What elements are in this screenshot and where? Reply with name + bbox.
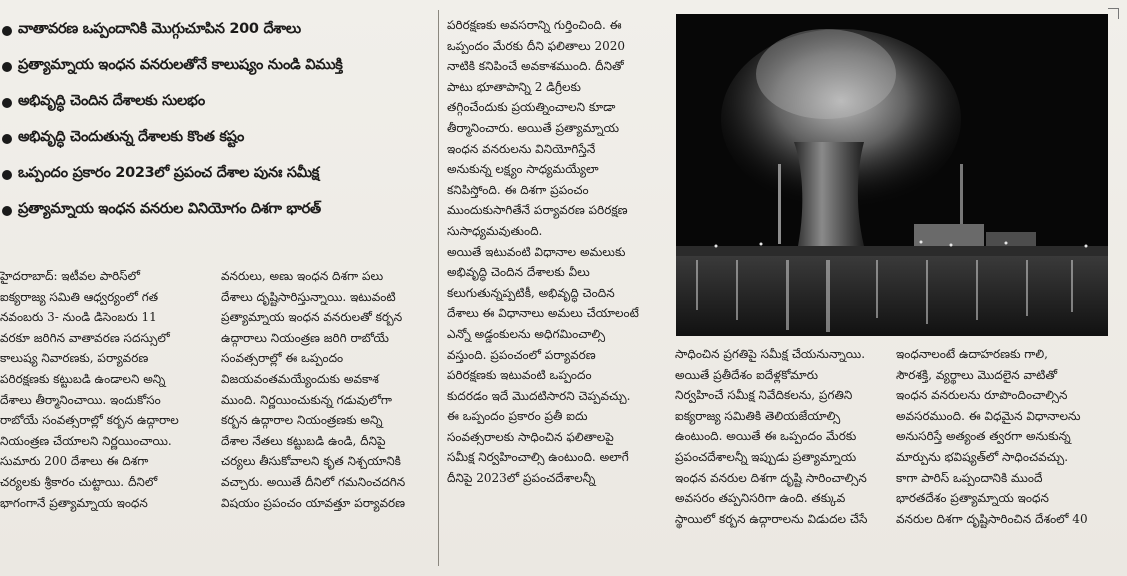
article-line: ఐక్యరాజ్య సమితి ఆధ్వర్యంలో గత xyxy=(0,289,159,304)
article-column-2 xyxy=(221,266,435,513)
article-column-5 xyxy=(896,344,1122,529)
article-line: అవసరముంది. ఈ విధమైన విధానాలను xyxy=(896,408,1081,423)
article-line: ఇంధన వనరులను రూపొందించాల్సిన xyxy=(896,388,1068,403)
bullet-icon xyxy=(2,134,12,144)
article-line: సుమారు 200 దేశాలు ఈ దిశగా xyxy=(0,454,149,469)
article-line: కర్బన ఉద్గారాల నియంత్రణకు అన్ని xyxy=(221,413,383,428)
article-line: సమీక్ష నిర్వహించాల్సి ఉంటుంది. అలాగే xyxy=(447,450,629,465)
article-line: మార్పును భవిష్యత్‌లో సాధించవచ్చు. xyxy=(896,449,1069,464)
column-divider xyxy=(438,10,439,566)
article-line: అనుకున్న లక్ష్యం సాధ్యమయ్యేలా xyxy=(447,162,599,177)
article-line: ముంది. నిర్ణయించుకున్న గడువులోగా xyxy=(221,392,392,407)
bullet-icon xyxy=(2,26,12,36)
article-line: తగ్గించేందుకు ప్రయత్నించాలని కూడా xyxy=(447,100,616,115)
article-line: అయితే ఇటువంటి విధానాల అమలుకు xyxy=(447,244,626,259)
article-line: అభివృద్ధి చెందిన దేశాలకు వీలు xyxy=(447,265,590,280)
article-line: కాగా పారిస్ ఒప్పందానికి ముందే xyxy=(896,470,1043,485)
article-line: ఇంధన వనరులను వినియోగిస్తేనే xyxy=(447,141,596,156)
article-line: చర్యలకు శ్రీకారం చుట్టాయి. దీనిలో xyxy=(0,474,158,489)
headline-6: ప్రత్యామ్నాయ ఇంధన వనరుల వినియోగం దిశగా భారత్ xyxy=(0,194,436,227)
article-line: ప్రత్యామ్నాయ ఇంధన వనరులతో కర్బన xyxy=(221,310,403,325)
article-line: సౌరశక్తి, వ్యర్థాలు మొదలైన వాటితో xyxy=(896,367,1058,382)
article-line: స్థాయిలో కర్బన ఉద్గారాలను విడుదల చేసే xyxy=(675,511,868,526)
article-line: సుసాధ్యమవుతుంది. xyxy=(447,223,543,238)
article-line: దీనిపై 2023లో ప్రపంచదేశాలన్నీ xyxy=(447,471,596,486)
article-line: పరిరక్షణకు అవసరాన్ని గుర్తించింది. ఈ xyxy=(447,18,622,32)
article-line: తీర్మానించారు. అయితే ప్రత్యామ్నాయ xyxy=(447,120,620,135)
article-line: దేశాలు తీర్మానించాయి. ఇందుకోసం xyxy=(0,392,161,407)
article-line: వనరులు, అణు ఇంధన దిశగా పలు xyxy=(221,269,384,283)
article-line: వనరుల దిశగా దృష్టిసారించిన దేశంలో 40 xyxy=(896,511,1088,526)
article-line: ఉద్గారాలు నియంత్రణ జరిగి రాబోయే xyxy=(221,330,389,345)
article-line: సాధించిన ప్రగతిపై సమీక్ష చేయనున్నాయి. xyxy=(675,347,866,361)
article-line: సంవత్సరాలకు సాధించిన ఫలితాలపై xyxy=(447,429,614,444)
article-line: నియంత్రణ చేయాలని నిర్ణయించాయి. xyxy=(0,433,172,448)
article-line: హైదరాబాద్: ఇటీవల పారిస్‌లో xyxy=(0,269,140,283)
article-line: అవసరం తప్పనిసరిగా ఉంది. తక్కువ xyxy=(675,491,846,506)
article-line: ముందుకుసాగితేనే పర్యావరణ పరిరక్షణ xyxy=(447,203,628,218)
article-line: భారతదేశం ప్రత్యామ్నాయ ఇంధన xyxy=(896,491,1049,506)
article-line: విషయం ప్రపంచం యావత్తూ పర్యావరణ xyxy=(221,495,406,510)
nuclear-plant-photo xyxy=(676,14,1108,336)
article-line: కలుగుతున్నప్పటికీ, అభివృద్ధి చెందిన xyxy=(447,285,615,300)
article-line: ఉంటుంది. అయితే ఈ ఒప్పందం మేరకు xyxy=(675,429,857,444)
article-line: రాబోయే సంవత్సరాల్లో కర్బన ఉద్గారాల xyxy=(0,413,179,428)
article-line: చర్యలు తీసుకోవాలని కృత నిశ్చయానికి xyxy=(221,454,401,469)
headline-3: అభివృద్ధి చెందిన దేశాలకు సులభం xyxy=(0,86,436,119)
article-line: నవంబరు 3- నుండి డిసెంబరు 11 xyxy=(0,310,157,325)
headline-1: వాతావరణ ఒప్పందానికి మొగ్గుచూపిన 200 దేశాలు xyxy=(0,14,436,47)
article-line: భాగంగానే ప్రత్యామ్నాయ ఇంధన xyxy=(0,495,148,510)
article-line: ఎన్నో అడ్డంకులను అధిగమించాల్సి xyxy=(447,326,606,341)
article-line: ఐక్యరాజ్య సమితికి తెలియజేయాల్సి xyxy=(675,408,841,423)
bullet-icon xyxy=(2,98,12,108)
headline-5: ఒప్పందం ప్రకారం 2023లో ప్రపంచ దేశాల పునః సమీక్ష xyxy=(0,158,436,191)
bullet-icon xyxy=(2,206,12,216)
article-line: ఇంధనాలంటే ఉదాహరణకు గాలి, xyxy=(896,347,1048,361)
article-column-3 xyxy=(447,15,669,489)
article-line: ఒప్పందం మేరకు దీని ఫలితాలు 2020 xyxy=(447,38,626,53)
headline-2: ప్రత్యామ్నాయ ఇంధన వనరులతోనే కాలుష్యం నుండి విముక్తి xyxy=(0,50,436,83)
headline-list xyxy=(0,14,436,230)
article-line: నాటికి కనిపించే అవకాశముంది. దీనితో xyxy=(447,59,624,74)
article-line: వస్తుంది. ప్రపంచంలో పర్యావరణ xyxy=(447,347,596,362)
article-line: వచ్చారు. అయితే దీనిలో గమనించదగిన xyxy=(221,474,406,489)
bullet-icon xyxy=(2,170,12,180)
article-line: కుదరడం ఇదే మొదటిసారని చెప్పవచ్చు. xyxy=(447,388,631,403)
article-line: కనిపిస్తోంది. ఈ దిశగా ప్రపంచం xyxy=(447,182,589,197)
article-line: పరిరక్షణకు కట్టుబడి ఉండాలని అన్ని xyxy=(0,371,166,386)
article-line: దేశాల నేతలు కట్టుబడి ఉండి, దీనిపై xyxy=(221,433,386,448)
article-line: ఈ ఒప్పందం ప్రకారం ప్రతీ ఐదు xyxy=(447,409,588,424)
article-line: విజయవంతమయ్యేందుకు అవకాశ xyxy=(221,371,379,386)
article-line: నిర్వహించే సమీక్ష నివేదికలను, ప్రగతిని xyxy=(675,388,853,403)
article-line: కాలుష్య నివారణకు, పర్యావరణ xyxy=(0,351,149,366)
corner-mark xyxy=(1108,8,1119,19)
article-line: పాటు భూతాపాన్ని 2 డిగ్రీలకు xyxy=(447,79,581,94)
headline-4: అభివృద్ధి చెందుతున్న దేశాలకు కొంత కష్టం xyxy=(0,122,436,155)
article-line: సంవత్సరాల్లో ఈ ఒప్పందం xyxy=(221,351,344,366)
cooling-tower-illustration xyxy=(676,14,1108,336)
article-line: పరిరక్షణకు ఇటువంటి ఒప్పందం xyxy=(447,368,592,383)
article-column-4 xyxy=(675,344,889,529)
article-column-1 xyxy=(0,266,214,513)
article-line: అనుసరిస్తే అత్యంత త్వరగా అనుకున్న xyxy=(896,429,1071,444)
article-line: ఇంధన వనరుల దిశగా దృష్టి సారించాల్సిన xyxy=(675,470,867,485)
article-line: వరకూ జరిగిన వాతావరణ సదస్సులో xyxy=(0,330,170,345)
article-line: దేశాలు ఈ విధానాలు అమలు చేయాలంటే xyxy=(447,306,639,321)
article-line: అయితే ప్రతీదేశం ఐదేళ్లకోమారు xyxy=(675,367,819,382)
article-line: దేశాలు దృష్టిసారిస్తున్నాయి. ఇటువంటి xyxy=(221,289,396,304)
bullet-icon xyxy=(2,62,12,72)
article-line: ప్రపంచదేశాలన్నీ ఇప్పుడు ప్రత్యామ్నాయ xyxy=(675,449,857,464)
